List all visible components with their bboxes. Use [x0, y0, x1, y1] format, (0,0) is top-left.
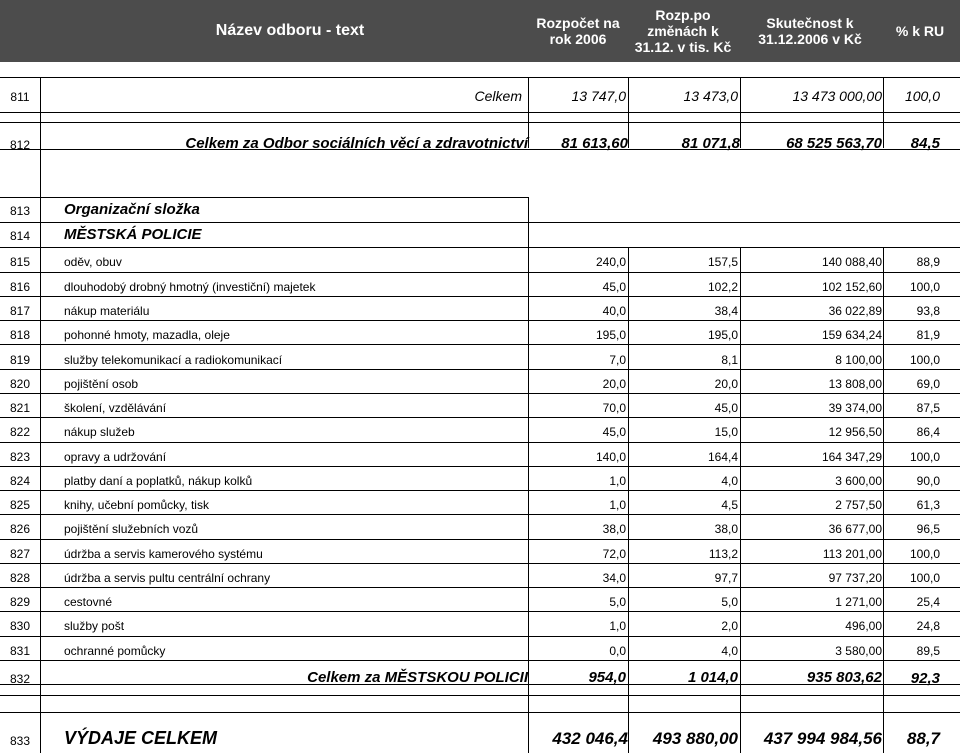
row-number: 829 — [9, 595, 31, 609]
revised-value: 15,0 — [714, 425, 738, 439]
table-row — [0, 135, 960, 157]
row-label: školení, vzdělávání — [64, 401, 167, 415]
header-pct: % k RU — [895, 23, 945, 39]
budget-value: 1,0 — [609, 498, 626, 512]
grid-line — [0, 611, 960, 612]
table-row — [0, 728, 960, 752]
budget-value: 20,0 — [602, 377, 626, 391]
percent-value: 96,5 — [916, 522, 940, 536]
grid-line — [0, 122, 960, 123]
budget-value: 240,0 — [595, 255, 626, 269]
grid-line — [0, 112, 960, 113]
row-number: 824 — [9, 474, 31, 488]
actual-value: 102 152,60 — [821, 280, 882, 294]
row-number: 817 — [9, 304, 31, 318]
row-label: cestovné — [64, 595, 113, 609]
row-number: 812 — [9, 138, 31, 152]
revised-value: 4,5 — [721, 498, 738, 512]
percent-value: 84,5 — [910, 135, 940, 152]
row-label: platby daní a poplatků, nákup kolků — [64, 474, 253, 488]
grid-line — [0, 296, 960, 297]
grid-line — [0, 695, 960, 696]
row-label: údržba a servis kamerového systému — [64, 547, 263, 561]
grid-line — [0, 369, 960, 370]
budget-value: 70,0 — [602, 401, 626, 415]
row-label: pohonné hmoty, mazadla, oleje — [64, 328, 230, 342]
percent-value: 69,0 — [916, 377, 940, 391]
grid-line — [0, 514, 960, 515]
row-number: 818 — [9, 328, 31, 342]
grid-line — [0, 197, 528, 198]
header-revised: Rozp.po změnách k 31.12. v tis. Kč — [634, 7, 732, 55]
row-number: 822 — [9, 425, 31, 439]
grid-line — [0, 417, 960, 418]
revised-value: 1 014,0 — [687, 669, 738, 686]
percent-value: 89,5 — [916, 644, 940, 658]
grid-line — [0, 660, 960, 661]
header-name: Název odboru - text — [215, 22, 365, 39]
row-label: Celkem — [474, 88, 522, 104]
row-number: 827 — [9, 547, 31, 561]
revised-value: 97,7 — [714, 571, 738, 585]
row-number: 811 — [10, 90, 30, 104]
table-header — [0, 0, 960, 62]
row-label: pojištění osob — [64, 377, 139, 391]
percent-value: 86,4 — [916, 425, 940, 439]
revised-value: 102,2 — [707, 280, 738, 294]
percent-value: 81,9 — [916, 328, 940, 342]
row-number: 828 — [9, 571, 31, 585]
budget-value: 432 046,4 — [552, 729, 628, 748]
row-label: knihy, učební pomůcky, tisk — [64, 498, 209, 512]
row-label: ochranné pomůcky — [64, 644, 166, 658]
actual-value: 437 994 984,56 — [763, 729, 882, 748]
budget-value: 954,0 — [588, 669, 626, 686]
grid-line — [0, 77, 960, 78]
row-label: nákup materiálu — [64, 304, 150, 318]
row-number: 814 — [9, 229, 31, 243]
row-label: služby telekomunikací a radiokomunikací — [64, 353, 283, 367]
actual-value: 496,00 — [845, 619, 882, 633]
row-number: 821 — [9, 401, 31, 415]
budget-value: 7,0 — [609, 353, 626, 367]
revised-value: 81 071,8 — [681, 135, 740, 152]
row-number: 820 — [9, 377, 31, 391]
revised-value: 2,0 — [721, 619, 738, 633]
revised-value: 5,0 — [721, 595, 738, 609]
percent-value: 61,3 — [916, 498, 940, 512]
percent-value: 100,0 — [909, 547, 940, 561]
revised-value: 8,1 — [721, 353, 738, 367]
revised-value: 38,0 — [714, 522, 738, 536]
percent-value: 93,8 — [916, 304, 940, 318]
percent-value: 90,0 — [916, 474, 940, 488]
budget-value: 5,0 — [609, 595, 626, 609]
percent-value: 24,8 — [916, 619, 940, 633]
grid-line — [0, 466, 960, 467]
actual-value: 36 022,89 — [828, 304, 882, 318]
grid-line — [40, 77, 41, 753]
revised-value: 195,0 — [707, 328, 738, 342]
budget-value: 38,0 — [602, 522, 626, 536]
budget-value: 1,0 — [609, 619, 626, 633]
percent-value: 100,0 — [909, 571, 940, 585]
actual-value: 2 757,50 — [835, 498, 882, 512]
revised-value: 4,0 — [721, 644, 738, 658]
row-number: 819 — [9, 353, 31, 367]
percent-value: 100,0 — [909, 280, 940, 294]
row-number: 816 — [9, 280, 31, 294]
revised-value: 13 473,0 — [683, 88, 738, 104]
budget-value: 45,0 — [602, 425, 626, 439]
grid-line — [0, 587, 960, 588]
budget-value: 195,0 — [595, 328, 626, 342]
row-label: údržba a servis pultu centrální ochrany — [64, 571, 271, 585]
percent-value: 87,5 — [916, 401, 940, 415]
grid-line — [0, 247, 960, 248]
header-budget: Rozpočet na rok 2006 — [536, 15, 620, 47]
grid-line — [0, 712, 960, 713]
row-label: dlouhodobý drobný hmotný (investiční) majetek — [64, 280, 316, 294]
row-label: Celkem za MĚSTSKOU POLICII — [307, 669, 528, 686]
row-label: MĚSTSKÁ POLICIE — [64, 226, 202, 243]
header-actual: Skutečnost k 31.12.2006 v Kč — [758, 15, 862, 47]
actual-value: 3 600,00 — [835, 474, 882, 488]
actual-value: 935 803,62 — [806, 669, 882, 686]
budget-value: 13 747,0 — [571, 88, 626, 104]
revised-value: 20,0 — [714, 377, 738, 391]
percent-value: 100,0 — [909, 450, 940, 464]
budget-value: 0,0 — [609, 644, 626, 658]
row-number: 813 — [9, 204, 31, 218]
actual-value: 3 580,00 — [835, 644, 882, 658]
row-number: 833 — [9, 734, 31, 748]
actual-value: 39 374,00 — [828, 401, 882, 415]
row-number: 823 — [9, 450, 31, 464]
actual-value: 140 088,40 — [821, 255, 882, 269]
row-label: služby pošt — [64, 619, 125, 633]
row-number: 826 — [9, 522, 31, 536]
row-number: 830 — [9, 619, 31, 633]
actual-value: 113 201,00 — [822, 547, 882, 561]
row-label: Organizační složka — [64, 201, 200, 218]
budget-value: 72,0 — [602, 547, 626, 561]
revised-value: 164,4 — [707, 450, 738, 464]
row-number: 815 — [9, 255, 31, 269]
grid-line — [0, 344, 960, 345]
row-label: oděv, obuv — [64, 255, 122, 269]
actual-value: 1 271,00 — [835, 595, 882, 609]
revised-value: 113,2 — [708, 547, 738, 561]
percent-value: 100,0 — [909, 353, 940, 367]
table-row — [0, 201, 960, 221]
grid-line — [0, 393, 960, 394]
grid-line — [0, 636, 960, 637]
actual-value: 68 525 563,70 — [786, 135, 882, 152]
actual-value: 36 677,00 — [828, 522, 882, 536]
row-label: pojištění služebních vozů — [64, 522, 199, 536]
grid-line — [0, 539, 960, 540]
actual-value: 164 347,29 — [821, 450, 882, 464]
grid-line — [0, 222, 960, 223]
percent-value: 92,3 — [910, 670, 940, 687]
percent-value: 88,9 — [916, 255, 940, 269]
actual-value: 97 737,20 — [828, 571, 882, 585]
budget-value: 45,0 — [602, 280, 626, 294]
row-number: 825 — [9, 498, 31, 512]
table-row — [0, 669, 960, 689]
grid-line — [0, 490, 960, 491]
row-label: nákup služeb — [64, 425, 135, 439]
row-label: Celkem za Odbor sociálních věcí a zdravotnictví — [185, 135, 528, 152]
budget-value: 34,0 — [602, 571, 626, 585]
row-number: 831 — [9, 644, 31, 658]
actual-value: 12 956,50 — [828, 425, 882, 439]
row-label: VÝDAJE CELKEM — [64, 728, 218, 748]
row-label: opravy a udržování — [64, 450, 167, 464]
grid-line — [0, 272, 960, 273]
budget-value: 1,0 — [609, 474, 626, 488]
actual-value: 13 808,00 — [828, 377, 882, 391]
budget-value: 81 613,60 — [561, 135, 628, 152]
budget-value: 140,0 — [595, 450, 626, 464]
revised-value: 38,4 — [714, 304, 738, 318]
grid-line — [0, 442, 960, 443]
table-row — [0, 88, 960, 110]
revised-value: 157,5 — [707, 255, 738, 269]
actual-value: 159 634,24 — [821, 328, 882, 342]
grid-line — [0, 320, 960, 321]
row-number: 832 — [9, 672, 31, 686]
budget-value: 40,0 — [602, 304, 626, 318]
revised-value: 45,0 — [714, 401, 738, 415]
actual-value: 8 100,00 — [835, 353, 882, 367]
revised-value: 4,0 — [721, 474, 738, 488]
grid-line — [0, 563, 960, 564]
table-row — [0, 226, 960, 246]
percent-value: 25,4 — [916, 595, 940, 609]
actual-value: 13 473 000,00 — [792, 88, 882, 104]
percent-value: 88,7 — [906, 729, 940, 748]
spreadsheet-body — [0, 77, 960, 753]
revised-value: 493 880,00 — [652, 729, 738, 748]
percent-value: 100,0 — [904, 88, 940, 104]
